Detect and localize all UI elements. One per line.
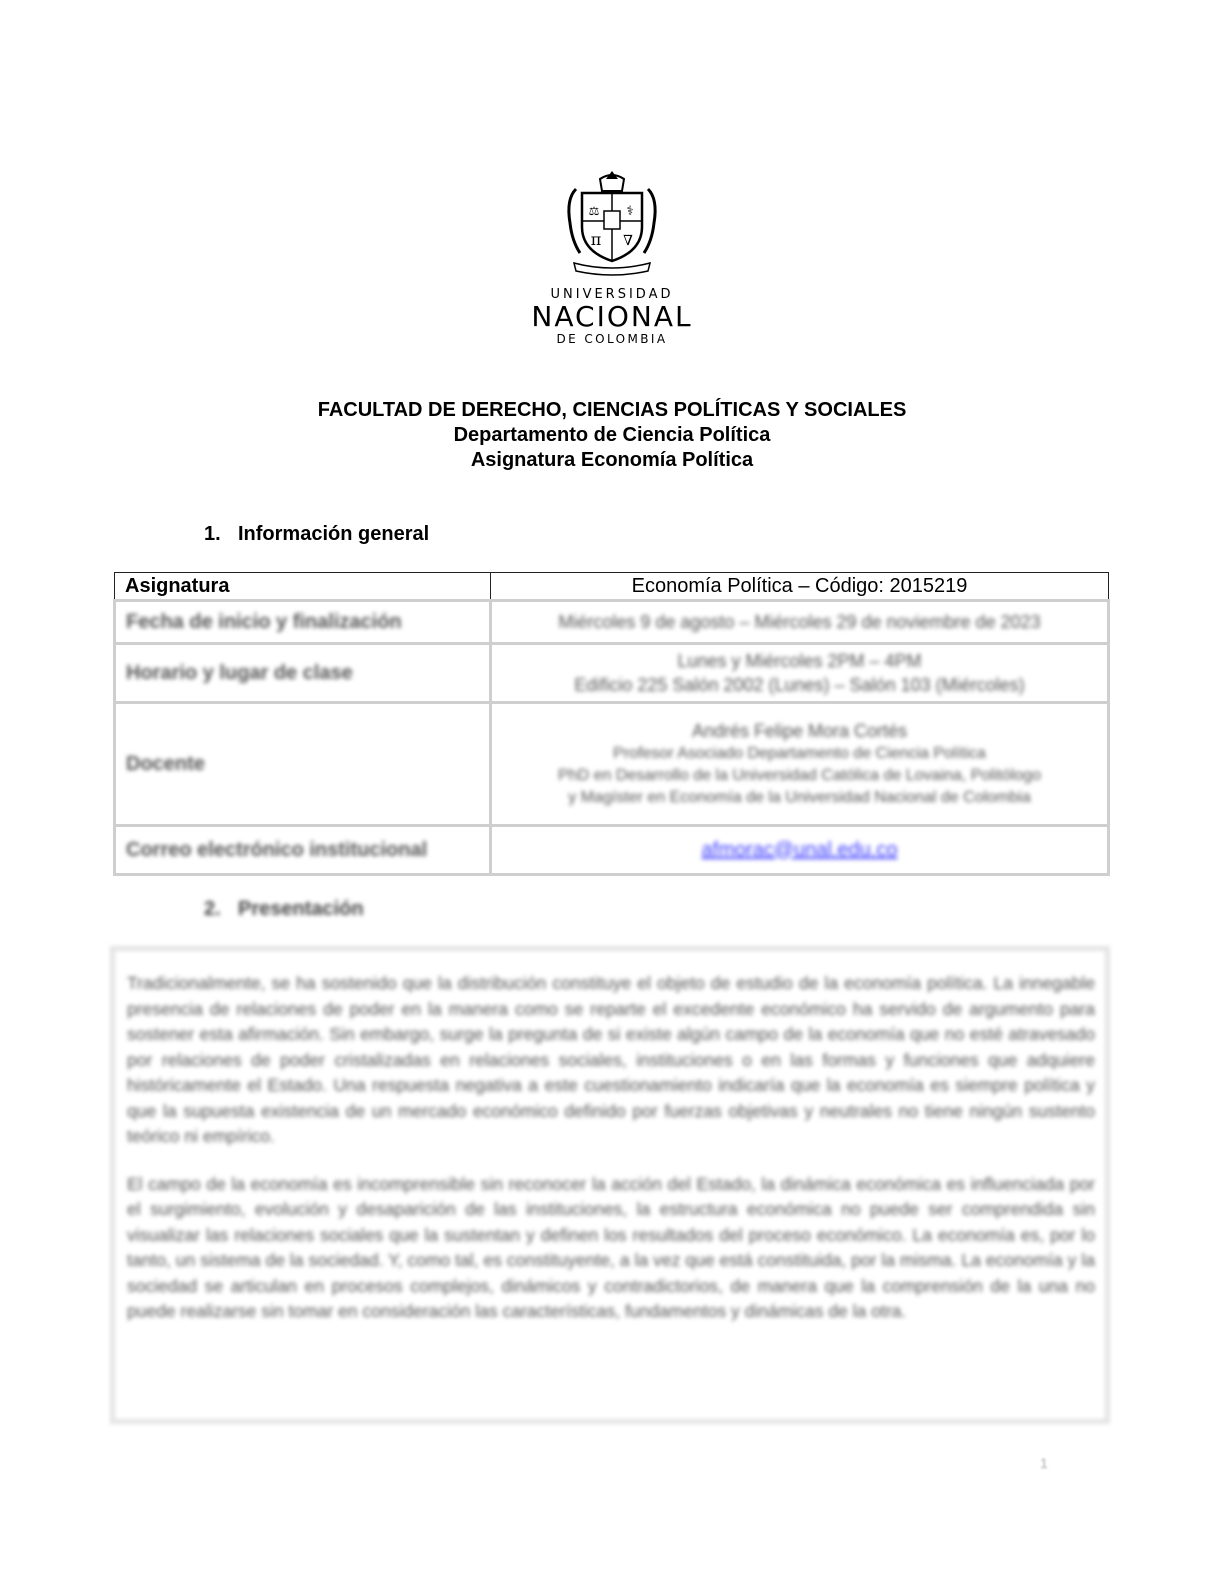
- teacher-desc-line: y Magíster en Economía de la Universidad Nacional de Colombia: [568, 789, 1031, 806]
- section-1-title: [204, 523, 429, 546]
- section-2-label: Presentación: [238, 898, 364, 920]
- row-label: Asignatura: [115, 573, 491, 601]
- presentation-paragraph: Tradicionalmente, se ha sostenido que la distribución constituye el objeto de estudio de la economía política. La innegable presencia de relaciones de poder en la manera como se reparte el excedente económico ha servido de argumento para sostener esta afirmación. Sin embargo, surge la pregunta de si existe algún campo de la economía que no esté atravesado por relaciones de poder cristalizadas en relaciones sociales, instituciones o en las formas y funciones que adquiere históricamente el Estado. Una respuesta negativa a este cuestionamiento indicaría que la economía es siempre política y que la supuesta existencia de un mercado económico definido por fuerzas objetivas y neutrales no tiene ningún sustento teórico ni empírico.: [127, 973, 1095, 1146]
- svg-text:⚖: ⚖: [588, 204, 600, 218]
- course-title: Asignatura Economía Política: [470, 449, 754, 471]
- row-value: [491, 826, 1109, 875]
- row-label: Horario y lugar de clase: [115, 644, 491, 703]
- row-label: Correo electrónico institucional: [115, 826, 491, 875]
- row-value: [491, 703, 1109, 826]
- section-1-label: Información general: [238, 523, 430, 545]
- logo-line-colombia: DE COLOMBIA: [556, 332, 668, 346]
- presentation-text-box: [110, 946, 1110, 1424]
- row-value: [491, 644, 1109, 703]
- university-logo: [510, 165, 714, 346]
- email-link[interactable]: afmorac@unal.edu.co: [701, 838, 898, 861]
- table-row-horario: [115, 644, 1109, 703]
- faculty-title: FACULTAD DE DERECHO, CIENCIAS POLÍTICAS Y SOCIALES: [317, 399, 907, 421]
- svg-text:∇: ∇: [623, 233, 633, 249]
- svg-text:π: π: [590, 230, 602, 249]
- table-row-asignatura: [115, 573, 1109, 601]
- department-title: Departamento de Ciencia Política: [453, 424, 771, 446]
- row-value: Economía Política – Código: 2015219: [491, 573, 1109, 601]
- svg-text:⚕: ⚕: [626, 204, 634, 219]
- row-label: Docente: [115, 703, 491, 826]
- teacher-name: Andrés Felipe Mora Cortés: [691, 721, 908, 741]
- coat-of-arms-icon: [562, 165, 662, 277]
- page-number: 1: [1040, 1455, 1048, 1471]
- table-row-docente: [115, 703, 1109, 826]
- section-2-title: [204, 898, 364, 921]
- logo-line-universidad: UNIVERSIDAD: [550, 287, 674, 302]
- location-line: Edificio 225 Salón 2002 (Lunes) – Salón 103 (Miércoles): [574, 675, 1025, 695]
- teacher-desc-line: Profesor Asociado Departamento de Ciencia Política: [613, 745, 986, 762]
- section-2-number: 2.: [204, 898, 221, 920]
- logo-line-nacional: NACIONAL: [531, 300, 693, 333]
- table-row-fechas: [115, 601, 1109, 644]
- document-heading: [0, 398, 1224, 473]
- general-info-table: [113, 572, 1110, 876]
- section-1-number: 1.: [204, 523, 221, 545]
- row-label: Fecha de inicio y finalización: [115, 601, 491, 644]
- table-row-correo: [115, 826, 1109, 875]
- teacher-desc-line: PhD en Desarrollo de la Universidad Católica de Lovaina, Politólogo: [558, 767, 1041, 784]
- schedule-line: Lunes y Miércoles 2PM – 4PM: [677, 651, 922, 671]
- presentation-paragraph: El campo de la economía es incomprensible sin reconocer la acción del Estado, la dinámica económica es influenciada por el surgimiento, evolución y desaparición de las instituciones, la estructura económica no puede ser comprendida sin visualizar las relaciones sociales que la sustentan y definen los resultados del proceso económico. La economía es, por lo tanto, un sistema de la sociedad. Y, como tal, es constituyente, a la vez que está constituida, por la misma. La economía y la sociedad se articulan en procesos complejos, dinámicos y contradictorios, de manera que la comprensión de la una no puede realizarse sin tomar en consideración las características, fundamentos y dinámicas de la otra.: [127, 1173, 1095, 1321]
- row-value: Miércoles 9 de agosto – Miércoles 29 de noviembre de 2023: [491, 601, 1109, 644]
